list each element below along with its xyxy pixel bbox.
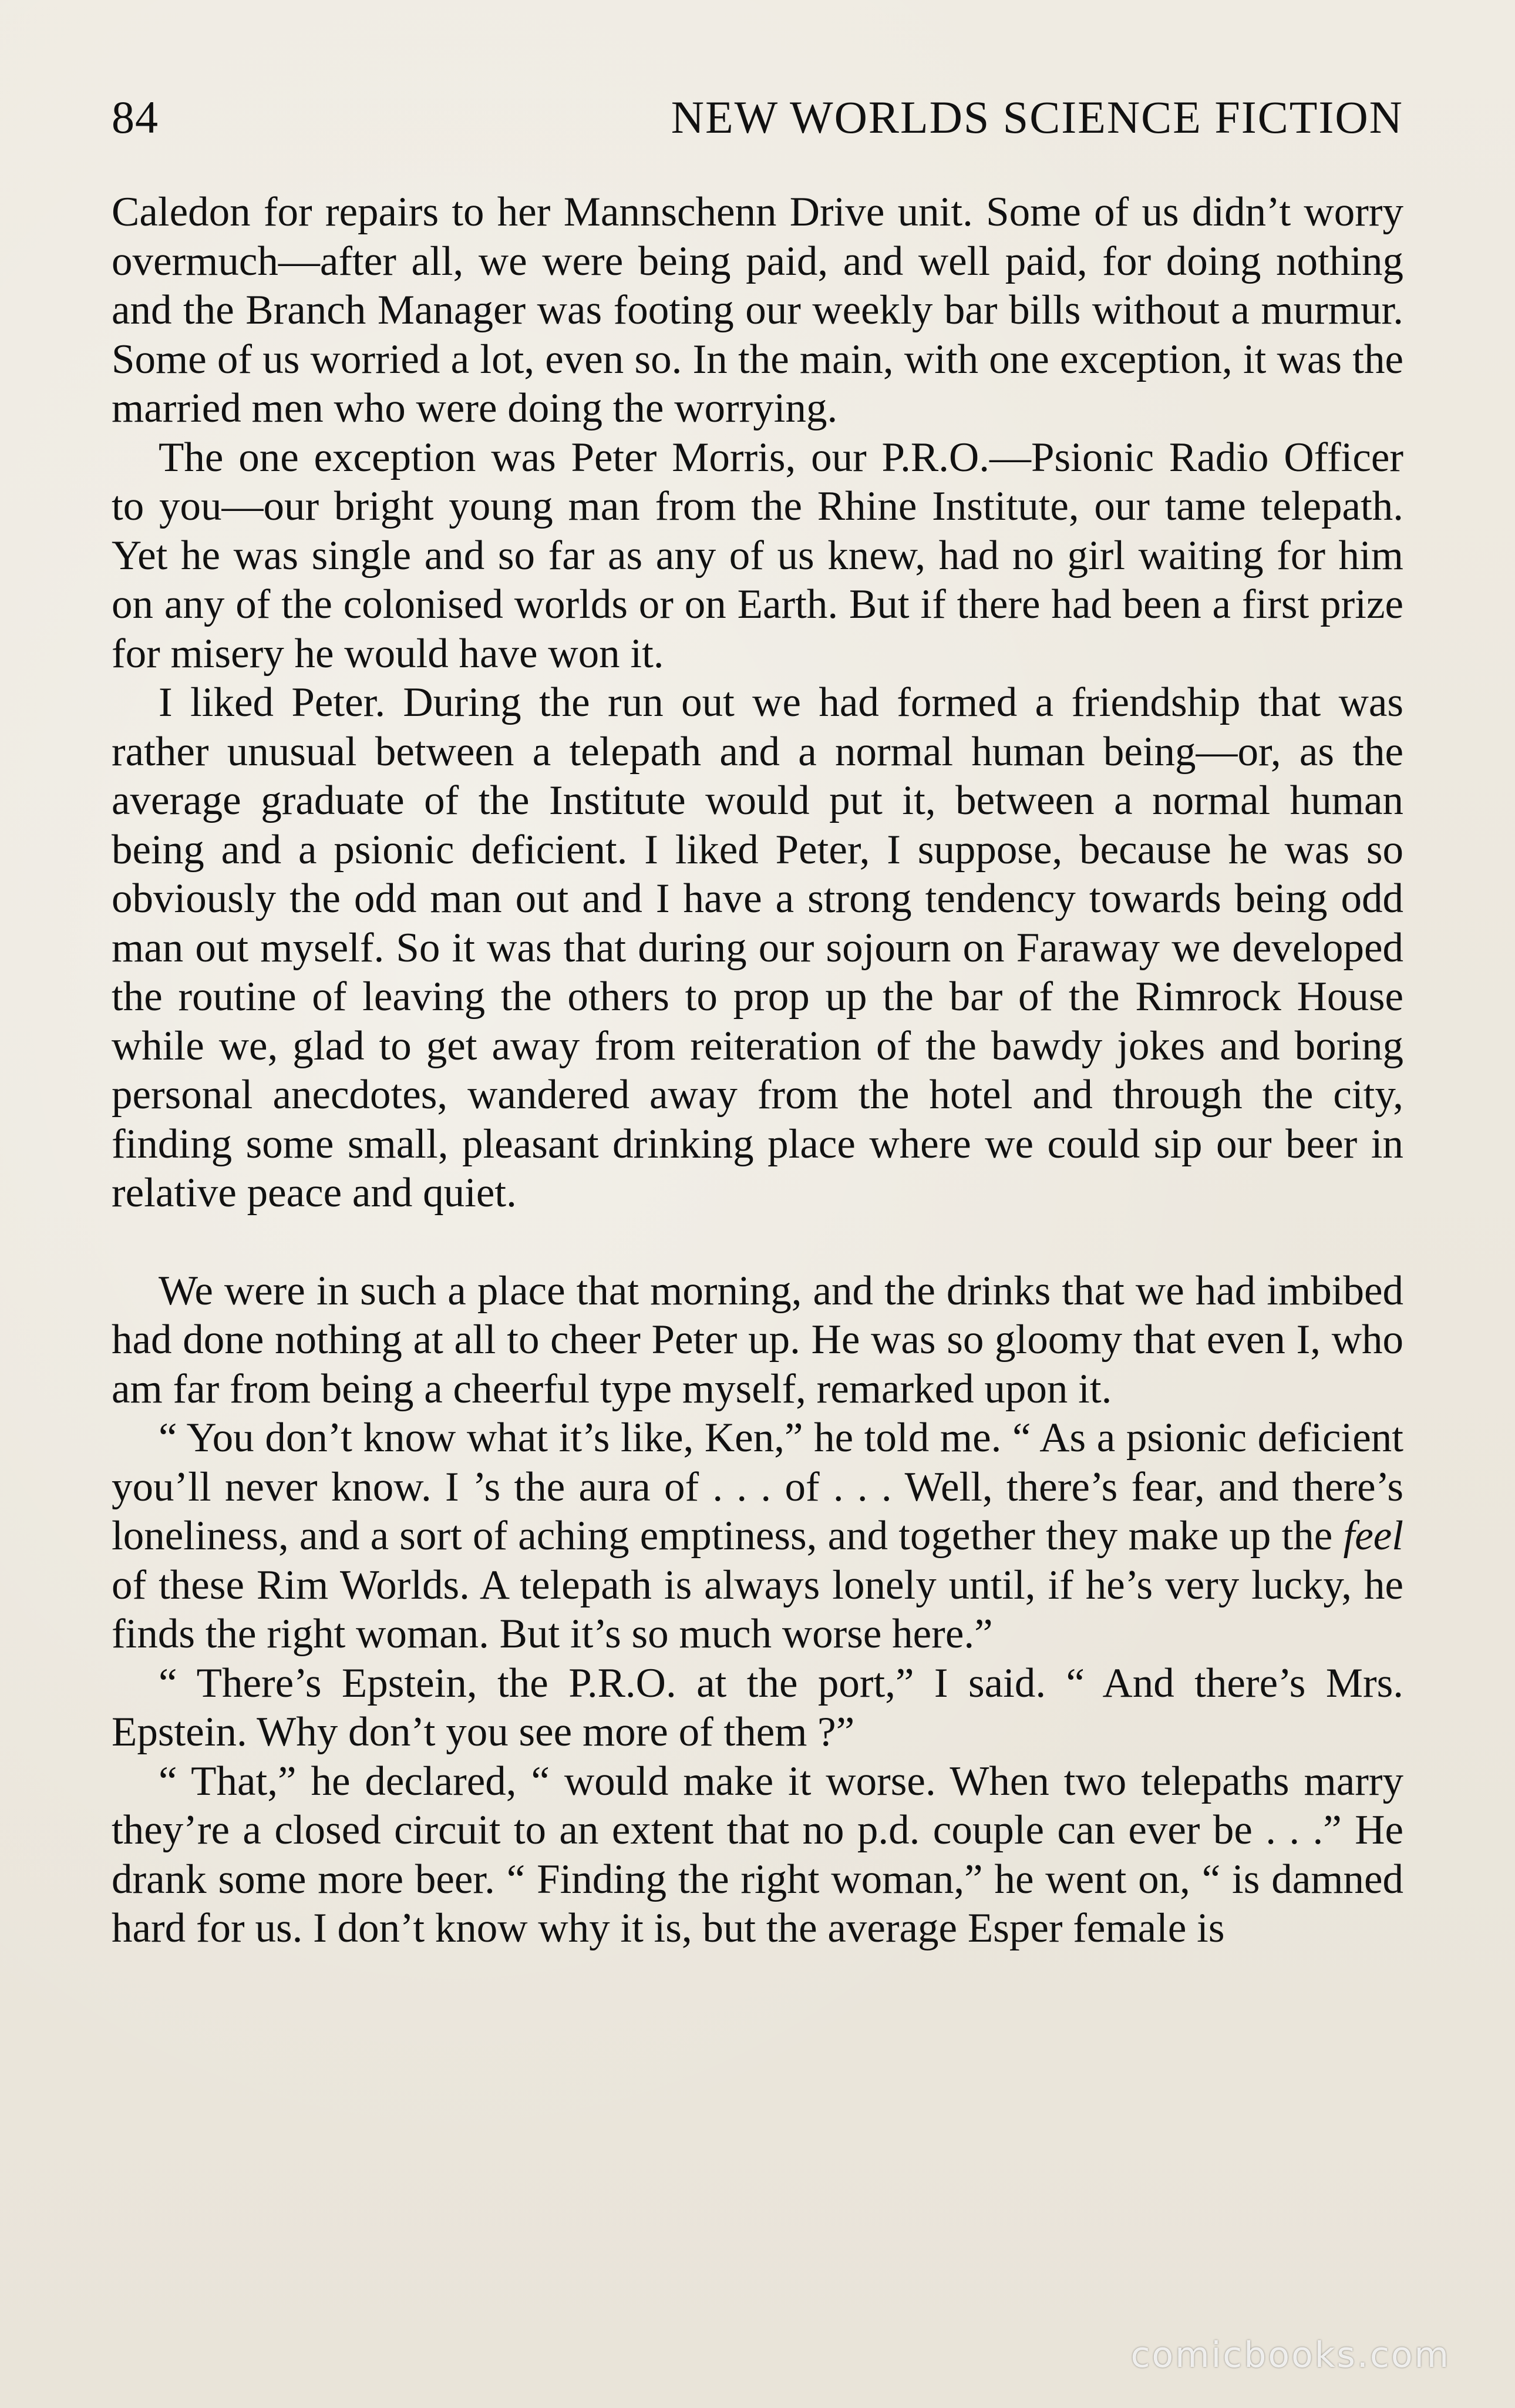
paragraph-7: “ That,” he declared, “ would make it worse. When two telepaths marry they’re a closed circuit to an extent that no p.d. couple can ever be . . .” He drank some more beer. “ Finding the right woman,” he went on, “ is damned hard for us. I don’t know why it is, but the average Esper female is [112, 1758, 1403, 1951]
emphasis-feel: feel [1343, 1513, 1403, 1559]
section-break [112, 1218, 1403, 1267]
paragraph-5-start: “ You don’t know what it’s like, Ken,” he told me. “ As a psionic deficient you’ll never know. I ’s the aura of . . . of . . . Well, there’s fear, and there’s loneliness, and a sort of aching emptiness, and together they make up the [112, 1415, 1403, 1559]
paragraph-1: Caledon for repairs to her Mannschenn Drive unit. Some of us didn’t worry overmuch—after all, we were being paid, and well paid, for doing nothing and the Branch Manager was footing our weekly bar bills without a murmur. Some of us worried a lot, even so. In the main, with one exception, it was the married men who were doing the worrying. [112, 189, 1403, 431]
paragraph-2: The one exception was Peter Morris, our P.R.O.—Psionic Radio Officer to you—our bright young man from the Rhine Institute, our tame telepath. Yet he was single and so far as any of us knew, had no girl waiting for him on any of the colonised worlds or on Earth. But if there had been a first prize for misery he would have won it. [112, 434, 1403, 677]
paragraph-4: We were in such a place that morning, and the drinks that we had imbibed had done nothing at all to cheer Peter up. He was so gloomy that even I, who am far from being a cheerful type myself, remarked upon it. [112, 1267, 1403, 1412]
watermark: comicbooks.com [1130, 2335, 1450, 2376]
paragraph-5 [112, 1414, 1403, 1659]
paragraph-3: I liked Peter. During the run out we had formed a friendship that was rather unusual between a telepath and a normal human being—or, as the average graduate of the Institute would put it, between a normal human being and a psionic deficient. I liked Peter, I suppose, because he was so obviously the odd man out and I have a strong tendency towards being odd man out myself. So it was that during our sojourn on Faraway we developed the routine of leaving the others to prop up the bar of the Rimrock House while we, glad to get away from reiteration of the bawdy jokes and boring personal anecdotes, wandered away from the hotel and through the city, finding some small, pleasant drinking place where we could sip our beer in relative peace and quiet. [112, 680, 1403, 1216]
body-text [112, 188, 1403, 1953]
paragraph-5-end: of these Rim Worlds. A telepath is always lonely until, if he’s very lucky, he finds the right woman. But it’s so much worse here.” [112, 1562, 1403, 1657]
page-number: 84 [112, 92, 159, 143]
page-header [112, 88, 1403, 147]
paragraph-6: “ There’s Epstein, the P.R.O. at the port,” I said. “ And there’s Mrs. Epstein. Why don’t you see more of them ?” [112, 1660, 1403, 1755]
running-title: NEW WORLDS SCIENCE FICTION [671, 92, 1403, 143]
